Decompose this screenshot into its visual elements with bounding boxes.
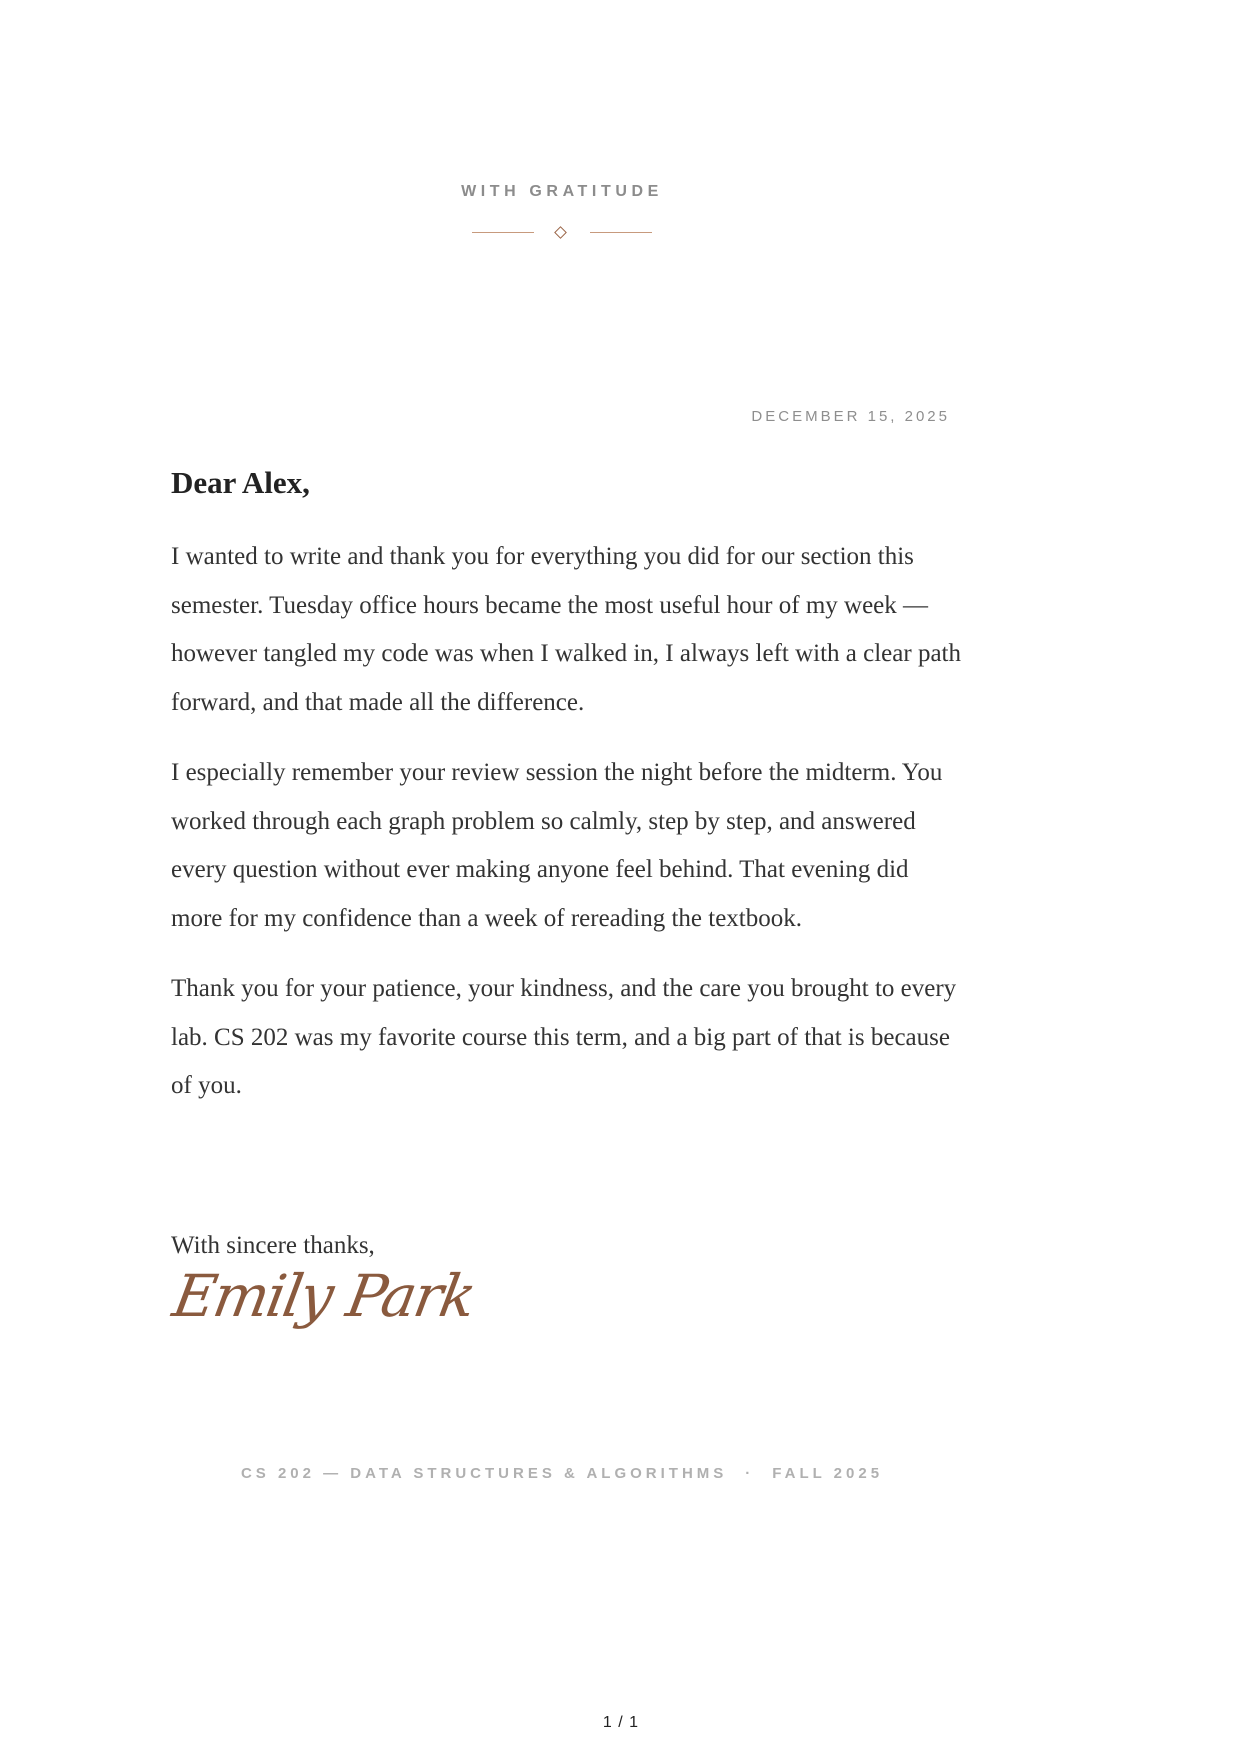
course-term: FALL 2025 [772,1465,884,1482]
letter-signature: Emily Park [168,1262,480,1330]
letter-closing: With sincere thanks, [171,1232,375,1259]
ornament-rule-right [590,232,652,233]
letter-date: DECEMBER 15, 2025 [751,408,950,425]
letter-paragraph: I especially remember your review session the night before the midterm. You worked through each graph problem so calmly, step by step, and answered every question without ever making anyone feel behind. That evening did more for my confidence than a week of rereading the textbook. [171,759,943,932]
footer-separator: · [745,1465,755,1482]
letter-paragraph: Thank you for your patience, your kindness, and the care you brought to every lab. CS 202 was my favorite course this term, and a big part of that is because of you. [171,975,957,1099]
course-name: CS 202 — DATA STRUCTURES & ALGORITHMS [240,1465,728,1482]
letter-paragraph: I wanted to write and thank you for everything you did for our section this semester. Tuesday office hours became the most useful hour of my week — however tangled my code was when I walked in, I always left with a clear path forward, and that made all the difference. [171,543,961,716]
course-footer [0,1465,1124,1482]
page-number: 1 / 1 [602,1714,640,1731]
header-ornament [472,224,652,240]
letter-greeting: Dear Alex, [171,465,310,500]
header-eyebrow: WITH GRATITUDE [461,183,663,200]
diamond-icon [554,226,567,239]
ornament-rule-left [472,232,534,233]
letter-body [171,533,961,1133]
